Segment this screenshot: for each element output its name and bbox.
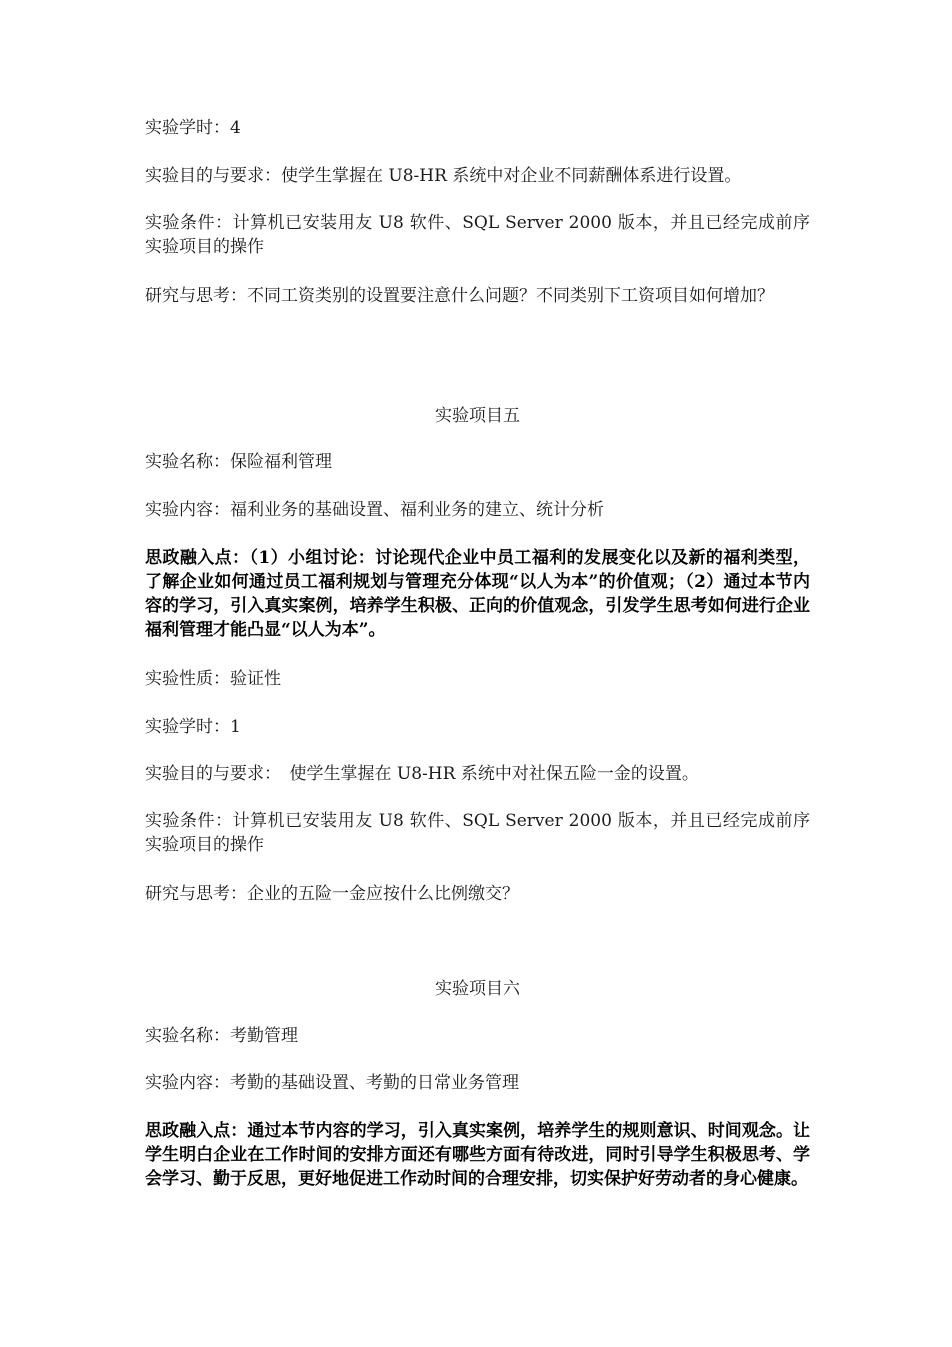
section4-goal: 实验目的与要求：使学生掌握在 U8-HR 系统中对企业不同薪酬体系进行设置。: [145, 166, 742, 186]
section5-content: 实验内容：福利业务的基础设置、福利业务的建立、统计分析: [145, 500, 604, 520]
section6-content: 实验内容：考勤的基础设置、考勤的日常业务管理: [145, 1073, 519, 1093]
section4-hours: 实验学时：4: [145, 118, 241, 138]
section6-name: 实验名称：考勤管理: [145, 1026, 298, 1046]
section5-name: 实验名称：保险福利管理: [145, 452, 332, 472]
section5-ideology: 思政融入点：（1）小组讨论：讨论现代企业中员工福利的发展变化以及新的福利类型，了解企业如何通过员工福利规划与管理充分体现“以人为本”的价值观；（2）通过本节内容的学习，引入真实案例，培养学生积极、正向的价值观念，引发学生思考如何进行企业福利管理才能凸显“以人为本”。: [145, 548, 810, 640]
section5-conditions: 实验条件：计算机已安装用友 U8 软件、SQL Server 2000 版本，并且已经完成前序实验项目的操作: [145, 811, 810, 855]
section6-ideology: 思政融入点：通过本节内容的学习，引入真实案例，培养学生的规则意识、时间观念。让学生明白企业在工作时间的安排方面还有哪些方面有待改进，同时引导学生积极思考、学会学习、勤于反思，更好地促进工作动时间的合理安排，切实保护好劳动者的身心健康。: [145, 1121, 810, 1189]
section5-hours: 实验学时：1: [145, 717, 241, 737]
section4-research: 研究与思考：不同工资类别的设置要注意什么问题？不同类别下工资项目如何增加？: [145, 286, 774, 306]
section5-nature: 实验性质：验证性: [145, 669, 281, 689]
section5-research: 研究与思考：企业的五险一金应按什么比例缴交？: [145, 884, 519, 904]
section4-conditions: 实验条件：计算机已安装用友 U8 软件、SQL Server 2000 版本，并且已经完成前序实验项目的操作: [145, 213, 810, 257]
section5-goal: 实验目的与要求： 使学生掌握在 U8-HR 系统中对社保五险一金的设置。: [145, 764, 699, 784]
section5-heading: 实验项目五: [435, 406, 520, 426]
section6-heading: 实验项目六: [435, 979, 520, 999]
